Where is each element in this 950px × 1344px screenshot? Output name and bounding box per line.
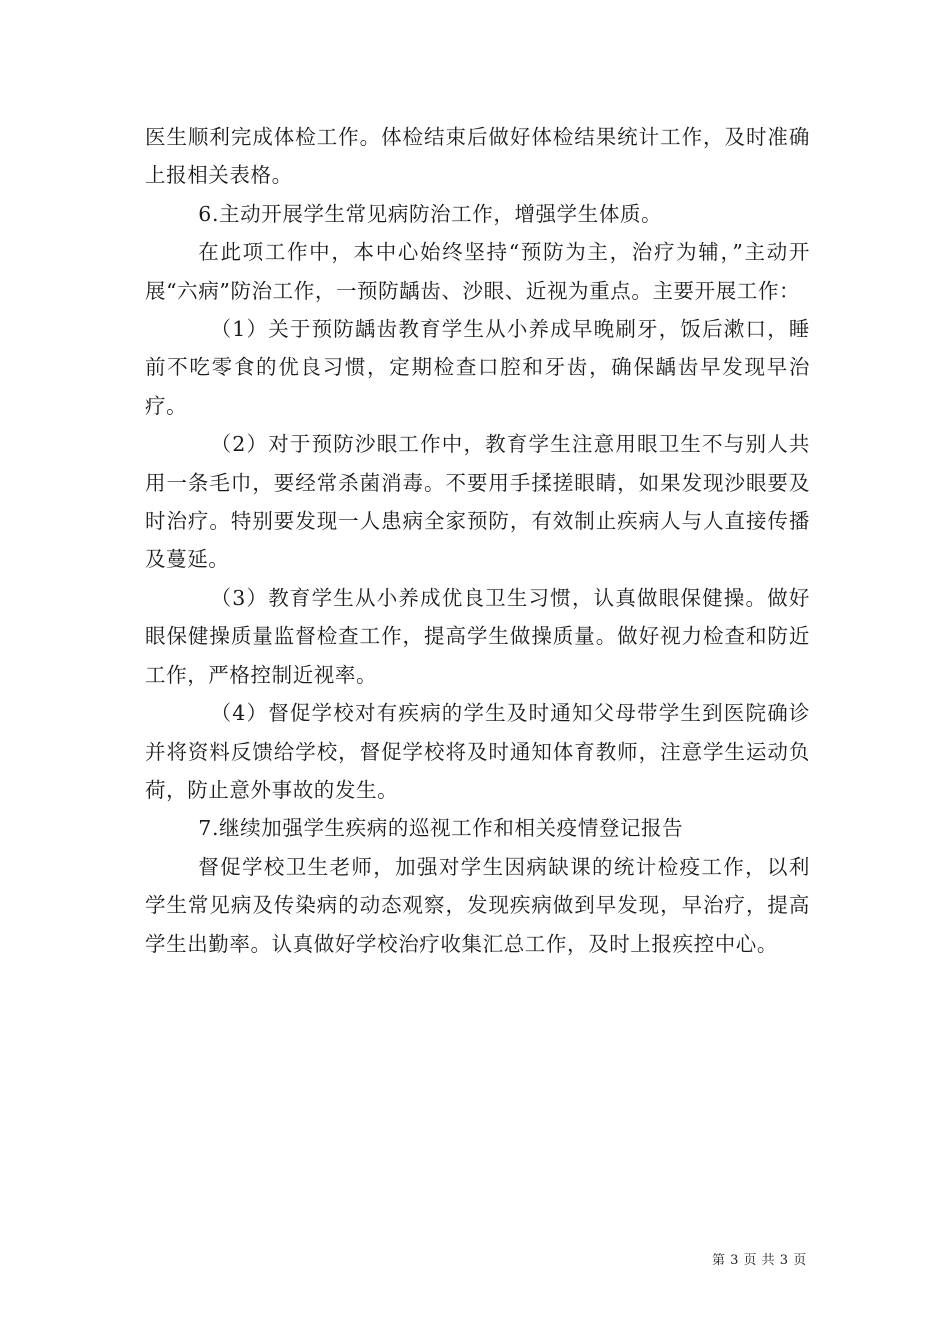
section-heading-6: 6.主动开展学生常见病防治工作，增强学生体质。 bbox=[198, 201, 663, 226]
document-body bbox=[145, 118, 810, 963]
section-heading-7: 7.继续加强学生疾病的巡视工作和相关疫情登记报告 bbox=[198, 816, 684, 841]
page-number-footer: 第 3 页 共 3 页 bbox=[712, 1253, 807, 1268]
paragraph-intro: 在此项工作中，本中心始终坚持“预防为主，治疗为辅，”主动开展“六病”防治工作，一预防龋齿、沙眼、近视为重点。主要开展工作： bbox=[145, 240, 810, 303]
paragraph-continuation: 医生顺利完成体检工作。体检结束后做好体检结果统计工作，及时准确上报相关表格。 bbox=[145, 125, 810, 188]
list-item-2: （2）对于预防沙眼工作中，教育学生注意用眼卫生不与别人共用一条毛巾，要经常杀菌消毒。不要用手揉搓眼睛，如果发现沙眼要及时治疗。特别要发现一人患病全家预防，有效制止疾病人与人直接传播及蔓延。 bbox=[145, 432, 810, 572]
list-item-3: （3）教育学生从小养成优良卫生习惯，认真做眼保健操。做好眼保健操质量监督检查工作，提高学生做操质量。做好视力检查和防近工作，严格控制近视率。 bbox=[145, 585, 810, 687]
paragraph-closing: 督促学校卫生老师，加强对学生因病缺课的统计检疫工作，以利学生常见病及传染病的动态观察，发现疾病做到早发现，早治疗，提高学生出勤率。认真做好学校治疗收集汇总工作，及时上报疾控中心。 bbox=[145, 854, 810, 956]
list-item-4: （4）督促学校对有疾病的学生及时通知父母带学生到医院确诊并将资料反馈给学校，督促学校将及时通知体育教师，注意学生运动负荷，防止意外事故的发生。 bbox=[145, 701, 810, 802]
list-item-1: （1）关于预防龋齿教育学生从小养成早晚刷牙，饭后漱口，睡前不吃零食的优良习惯，定期检查口腔和牙齿，确保龋齿早发现早治疗。 bbox=[145, 317, 810, 418]
